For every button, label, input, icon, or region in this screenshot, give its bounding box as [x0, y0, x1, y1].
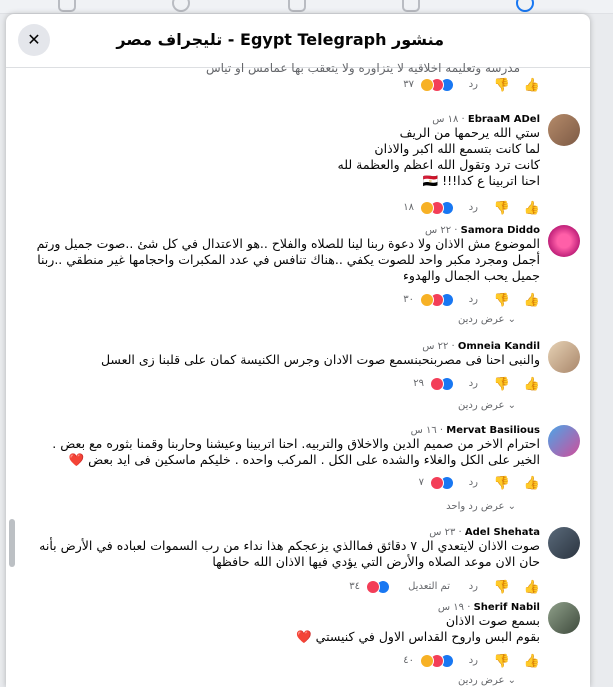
reply-button[interactable]: رد — [468, 581, 478, 592]
close-button[interactable]: ✕ — [18, 24, 50, 56]
comment-time[interactable]: ٢٣ س — [429, 527, 456, 538]
avatar[interactable] — [548, 225, 580, 257]
avatar[interactable] — [548, 114, 580, 146]
reactions-summary[interactable]: ٣٤ — [334, 580, 390, 596]
comment-actions — [0, 293, 540, 309]
reply-button[interactable]: رد — [468, 79, 478, 90]
cutoff-comment-text: مدرسه وتعليمه اخلاقيه لا يتزاوره ولا يتعقب بها عمامس او تياس — [205, 61, 520, 75]
thumbs-down-icon[interactable]: 👎 — [493, 293, 510, 308]
scrollbar[interactable] — [9, 519, 15, 567]
commenter-name[interactable]: Samora Diddo — [460, 225, 540, 236]
thumbs-down-icon[interactable]: 👎 — [493, 377, 510, 392]
commenter-name[interactable]: Sherif Nabil — [473, 602, 540, 613]
thumbs-down-icon[interactable]: 👎 — [493, 580, 510, 595]
comment-line: حان الان موعد الصلاه والأرض التي يؤدي فيها الاذان الله حافظها — [212, 554, 540, 569]
comment-time[interactable]: ٢٢ س — [422, 341, 449, 352]
nav-icon[interactable] — [288, 0, 306, 12]
comment-line: لما كانت بتسمع الله اكبر والاذان — [374, 141, 540, 156]
comment-time[interactable]: ١٦ س — [410, 425, 437, 436]
thumbs-up-icon[interactable]: 👍 — [523, 377, 540, 392]
view-replies-link[interactable]: ⌄ عرض رد واحد — [446, 501, 516, 512]
modal-header — [6, 14, 590, 68]
comment-line: الموضوع مش الاذان ولا دعوة ربنا لينا للصلاه والفلاح ..هو الاعتدال في كل شئ ..صوت جميل ورتم — [36, 236, 540, 251]
comment-line: أجمل ومجرد مكبر واحد للصوت يكفي ..هناك تنافس في عدد المكبرات واحجامها غير منطقي ..ربنا — [37, 252, 540, 267]
chevron-down-icon: ⌄ — [504, 400, 516, 411]
reactions-summary[interactable]: ٧ — [398, 476, 454, 492]
reactions-summary[interactable]: ٤٠ — [388, 654, 454, 670]
post-modal — [6, 14, 590, 687]
comment-line: الخير على الكل والغلاء والشده على الكل . المركب واحده . خليكم ماسكين فى ايد بعض ❤️ — [68, 452, 540, 467]
chevron-down-icon: ⌄ — [504, 675, 516, 686]
commenter-name[interactable]: Mervat Basilious — [446, 425, 540, 436]
reply-button[interactable]: رد — [468, 655, 478, 666]
comment-actions — [0, 78, 540, 94]
comments-feed[interactable]: مدرسه وتعليمه اخلاقيه لا يتزاوره ولا يتعقب بها عمامس او تياس 👍 👎 رد ٣٧ EbraaM ADel · ١٨ س ستي الله يرحمها من الريف لما كانت بتسمع الله اكبر والاذان كانت ترد وتقول الله اعظم والعظمة لله احنا اتربينا ع كدا!!! 🇪🇬 👍 👎 رد ١٨ Samora Diddo · ٢٢ س الموضوع مش الاذان ولا دعوة ربنا لينا للصلاه والفلاح ..هو الاعتدال في كل شئ ..صوت جميل ورتم أجمل ومجرد مكبر واحد للصوت يكفي ..هناك تنافس في عدد المكبرات واحجامها غير منطقي ..ربنا جميل يحب الجمال والهدوء 👍 👎 رد ٣٠ ⌄ عرض ردين Omneia Kandil · ٢٢ س والنبى احنا فى مصربنحبنسمع صوت الادان وجرس الكنيسة كمان على قلبنا زى العسل 👍 👎 رد ٢٩ ⌄ عرض ردين Mervat Basilious · ١٦ س احترام الاخر من صميم الدين والاخلاق والتربيه. احنا اتربينا وعيشنا وحاربنا وقمنا بثوره مع بعض . الخير على الكل والغلاء والشده على الكل . المركب واحده . خليكم ماسكين فى ايد بعض ❤️ 👍 👎 رد ٧ ⌄ عرض رد واحد Adel Shehata · ٢٣ س صوت الاذان لايتعدي ال ٧ دقائق فماالذي يزعجكم هذا نداء من رب السموات لعباده في الأرض بأنه حان الان موعد الصلاه والأرض التي يؤدي فيها الاذان الله حافظها 👍 👎 رد تم التعديل ٣٤ Sherif Nabil · ١٩ س بسمع صوت الاذان بقوم البس واروح القداس الاول في كنيستي ❤️ 👍 👎 رد ٤٠ ⌄ عرض ردين — [6, 69, 590, 687]
chevron-down-icon: ⌄ — [504, 501, 516, 512]
nav-icon[interactable] — [172, 0, 190, 12]
reply-button[interactable]: رد — [468, 477, 478, 488]
comment-line: بسمع صوت الاذان — [445, 613, 540, 628]
edited-label: تم التعديل — [408, 581, 450, 592]
avatar[interactable] — [548, 527, 580, 559]
comment-line: صوت الاذان لايتعدي ال ٧ دقائق فماالذي يزعجكم هذا نداء من رب السموات لعباده في الأرض بأنه — [39, 538, 540, 553]
browser-topbar — [0, 0, 613, 14]
comment-actions — [0, 377, 540, 393]
nav-icon[interactable] — [58, 0, 76, 12]
comment-time[interactable]: ٢٢ س — [424, 225, 452, 236]
thumbs-up-icon[interactable]: 👍 — [523, 293, 540, 308]
comment-time[interactable]: ١٩ س — [437, 602, 465, 613]
view-replies-link[interactable]: ⌄ عرض ردين — [458, 675, 516, 686]
avatar[interactable] — [548, 341, 580, 373]
comment-time[interactable]: ١٨ س — [432, 114, 459, 125]
thumbs-up-icon[interactable]: 👍 — [523, 580, 540, 595]
chevron-down-icon: ⌄ — [504, 314, 516, 325]
comment-line: والنبى احنا فى مصربنحبنسمع صوت الادان وجرس الكنيسة كمان على قلبنا زى العسل — [100, 352, 540, 367]
comment-actions — [0, 201, 540, 217]
comment-line: بقوم البس واروح القداس الاول في كنيستي ❤️ — [296, 629, 540, 644]
modal-title: منشور Egypt Telegraph - تليجراف مصر — [116, 30, 444, 49]
reactions-summary[interactable]: ٣٧ — [388, 78, 454, 94]
reply-button[interactable]: رد — [468, 294, 478, 305]
commenter-name[interactable]: Omneia Kandil — [457, 341, 540, 352]
comment-actions — [0, 476, 540, 492]
comment-line: ستي الله يرحمها من الريف — [399, 125, 540, 140]
commenter-name[interactable]: EbraaM ADel — [467, 114, 540, 125]
reactions-summary[interactable]: ٣٠ — [388, 293, 454, 309]
thumbs-up-icon[interactable]: 👍 — [523, 654, 540, 669]
avatar[interactable] — [548, 425, 580, 457]
thumbs-up-icon[interactable]: 👍 — [523, 476, 540, 491]
reactions-summary[interactable]: ٢٩ — [398, 377, 454, 393]
reactions-summary[interactable]: ١٨ — [388, 201, 454, 217]
thumbs-up-icon[interactable]: 👍 — [523, 78, 540, 93]
nav-icon[interactable] — [516, 0, 534, 12]
thumbs-up-icon[interactable]: 👍 — [523, 201, 540, 216]
comment-actions — [0, 654, 540, 670]
reply-button[interactable]: رد — [468, 202, 478, 213]
avatar[interactable] — [548, 602, 580, 634]
comment-line: كانت ترد وتقول الله اعظم والعظمة لله — [337, 157, 540, 172]
commenter-name[interactable]: Adel Shehata — [464, 527, 540, 538]
thumbs-down-icon[interactable]: 👎 — [493, 476, 510, 491]
nav-icon[interactable] — [402, 0, 420, 12]
view-replies-link[interactable]: ⌄ عرض ردين — [458, 314, 516, 325]
comment-line: احنا اتربينا ع كدا!!! 🇪🇬 — [422, 173, 540, 188]
reply-button[interactable]: رد — [468, 378, 478, 389]
comment-line: جميل يحب الجمال والهدوء — [403, 268, 540, 283]
view-replies-link[interactable]: ⌄ عرض ردين — [458, 400, 516, 411]
thumbs-down-icon[interactable]: 👎 — [493, 654, 510, 669]
comment-line: احترام الاخر من صميم الدين والاخلاق والتربيه. احنا اتربينا وعيشنا وحاربنا وقمنا بثوره مع بعض . — [52, 436, 540, 451]
thumbs-down-icon[interactable]: 👎 — [493, 78, 510, 93]
thumbs-down-icon[interactable]: 👎 — [493, 201, 510, 216]
comment-actions — [0, 580, 540, 596]
